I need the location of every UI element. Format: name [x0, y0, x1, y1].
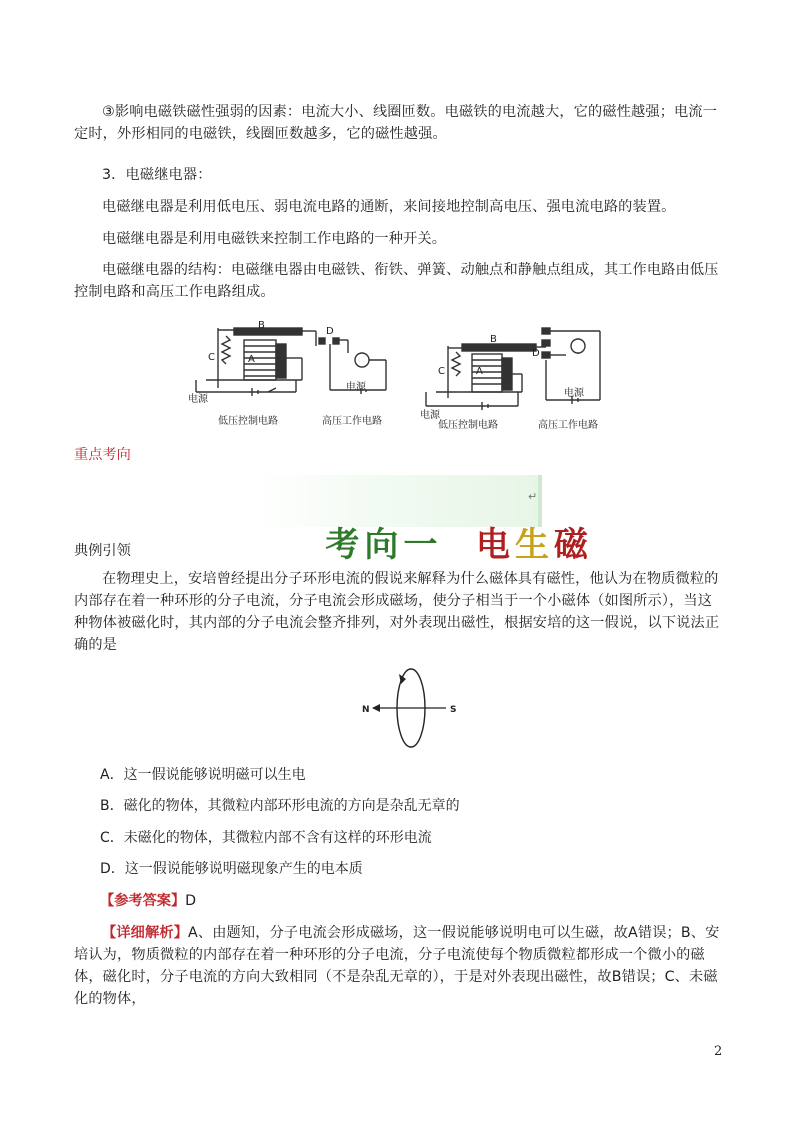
banner-part2: 电 — [476, 525, 516, 565]
question-text: 在物理史上，安培曾经提出分子环形电流的假说来解释为什么磁体具有磁性，他认为在物质微粒的内部存在着一种环形的分子电流，分子电流会形成磁场，使分子相当于一个小磁体（如图所示），当这种物体被磁化时，其内部的分子电流会整齐排列，对外表现出磁性，根据安培的这一假说，以下说法正确的是 — [74, 571, 720, 653]
banner-part4: 磁 — [554, 525, 594, 565]
label-n: N — [362, 705, 370, 715]
relay-diagrams — [186, 318, 610, 434]
example-heading: 典例引领 — [74, 543, 131, 559]
paragraph-relay-title: 3．电磁继电器： — [102, 167, 212, 183]
molecular-current-figure — [356, 664, 466, 752]
label-low-circuit-left: 低压控制电路 — [218, 416, 278, 427]
paragraph-relay-structure: 电磁继电器的结构：电磁继电器由电磁铁、衔铁、弹簧、动触点和静触点组成，其工作电路由低压控制电路和高压工作电路组成。 — [74, 262, 719, 300]
label-power-right-high: 电源 — [564, 388, 584, 399]
label-power-left-low: 电源 — [188, 394, 208, 405]
label-d-right: D — [532, 348, 540, 359]
label-a-right: A — [476, 366, 483, 377]
label-s: S — [450, 705, 457, 715]
banner-part1: 考向一 — [325, 525, 443, 565]
option-c: C．未磁化的物体，其微粒内部不含有这样的环形电流 — [100, 830, 432, 846]
option-d: D．这一假说能够说明磁现象产生的电本质 — [100, 861, 363, 877]
paragraph-electromagnet-factors: ③影响电磁铁磁性强弱的因素：电流大小、线圈匝数。电磁铁的电流越大，它的磁性越强；电流一定时，外形相同的电磁铁，线圈匝数越多，它的磁性越强。 — [74, 104, 718, 142]
label-c-left: C — [208, 352, 215, 363]
label-b-left: B — [258, 320, 265, 331]
answer-label: 【参考答案】 — [100, 893, 186, 909]
label-high-circuit-right: 高压工作电路 — [538, 420, 598, 431]
label-power-right-low: 电源 — [420, 410, 440, 421]
section-heading: 重点考向 — [74, 447, 131, 463]
analysis-text: A、由题知，分子电流会形成磁场，这一假说能够说明电可以生磁，故A错误；B、安培认为，物质微粒的内部存在着一种环形的分子电流，分子电流使每个物质微粒都形成一个微小的磁体，磁化时，分子电流的方向大致相同（不是杂乱无章的），于是对外表现出磁性，故B错误；C、未磁化的物体， — [74, 925, 720, 1007]
return-mark-icon: ↵ — [528, 490, 538, 503]
label-b-right: B — [490, 334, 497, 345]
analysis-label: 【详细解析】 — [102, 925, 189, 941]
answer-line — [100, 890, 196, 910]
label-d-left: D — [326, 326, 334, 337]
option-b: B．磁化的物体，其微粒内部环形电流的方向是杂乱无章的 — [100, 798, 460, 814]
option-a: A．这一假说能够说明磁可以生电 — [100, 767, 306, 783]
label-a-left: A — [248, 354, 255, 365]
answer-value: D — [185, 893, 197, 909]
paragraph-relay-switch: 电磁继电器是利用电磁铁来控制工作电路的一种开关。 — [102, 231, 447, 247]
label-c-right: C — [438, 366, 445, 377]
paragraph-relay-definition: 电磁继电器是利用低电压、弱电流电路的通断，来间接地控制高电压、强电流电路的装置。 — [102, 199, 676, 215]
analysis-paragraph — [74, 922, 724, 1010]
banner-part3: 生 — [515, 525, 555, 565]
page-number: 2 — [714, 1044, 723, 1059]
topic-banner — [256, 475, 594, 565]
label-low-circuit-right: 低压控制电路 — [438, 420, 498, 431]
label-high-circuit-left: 高压工作电路 — [322, 416, 382, 427]
label-power-left-high: 电源 — [346, 382, 366, 393]
